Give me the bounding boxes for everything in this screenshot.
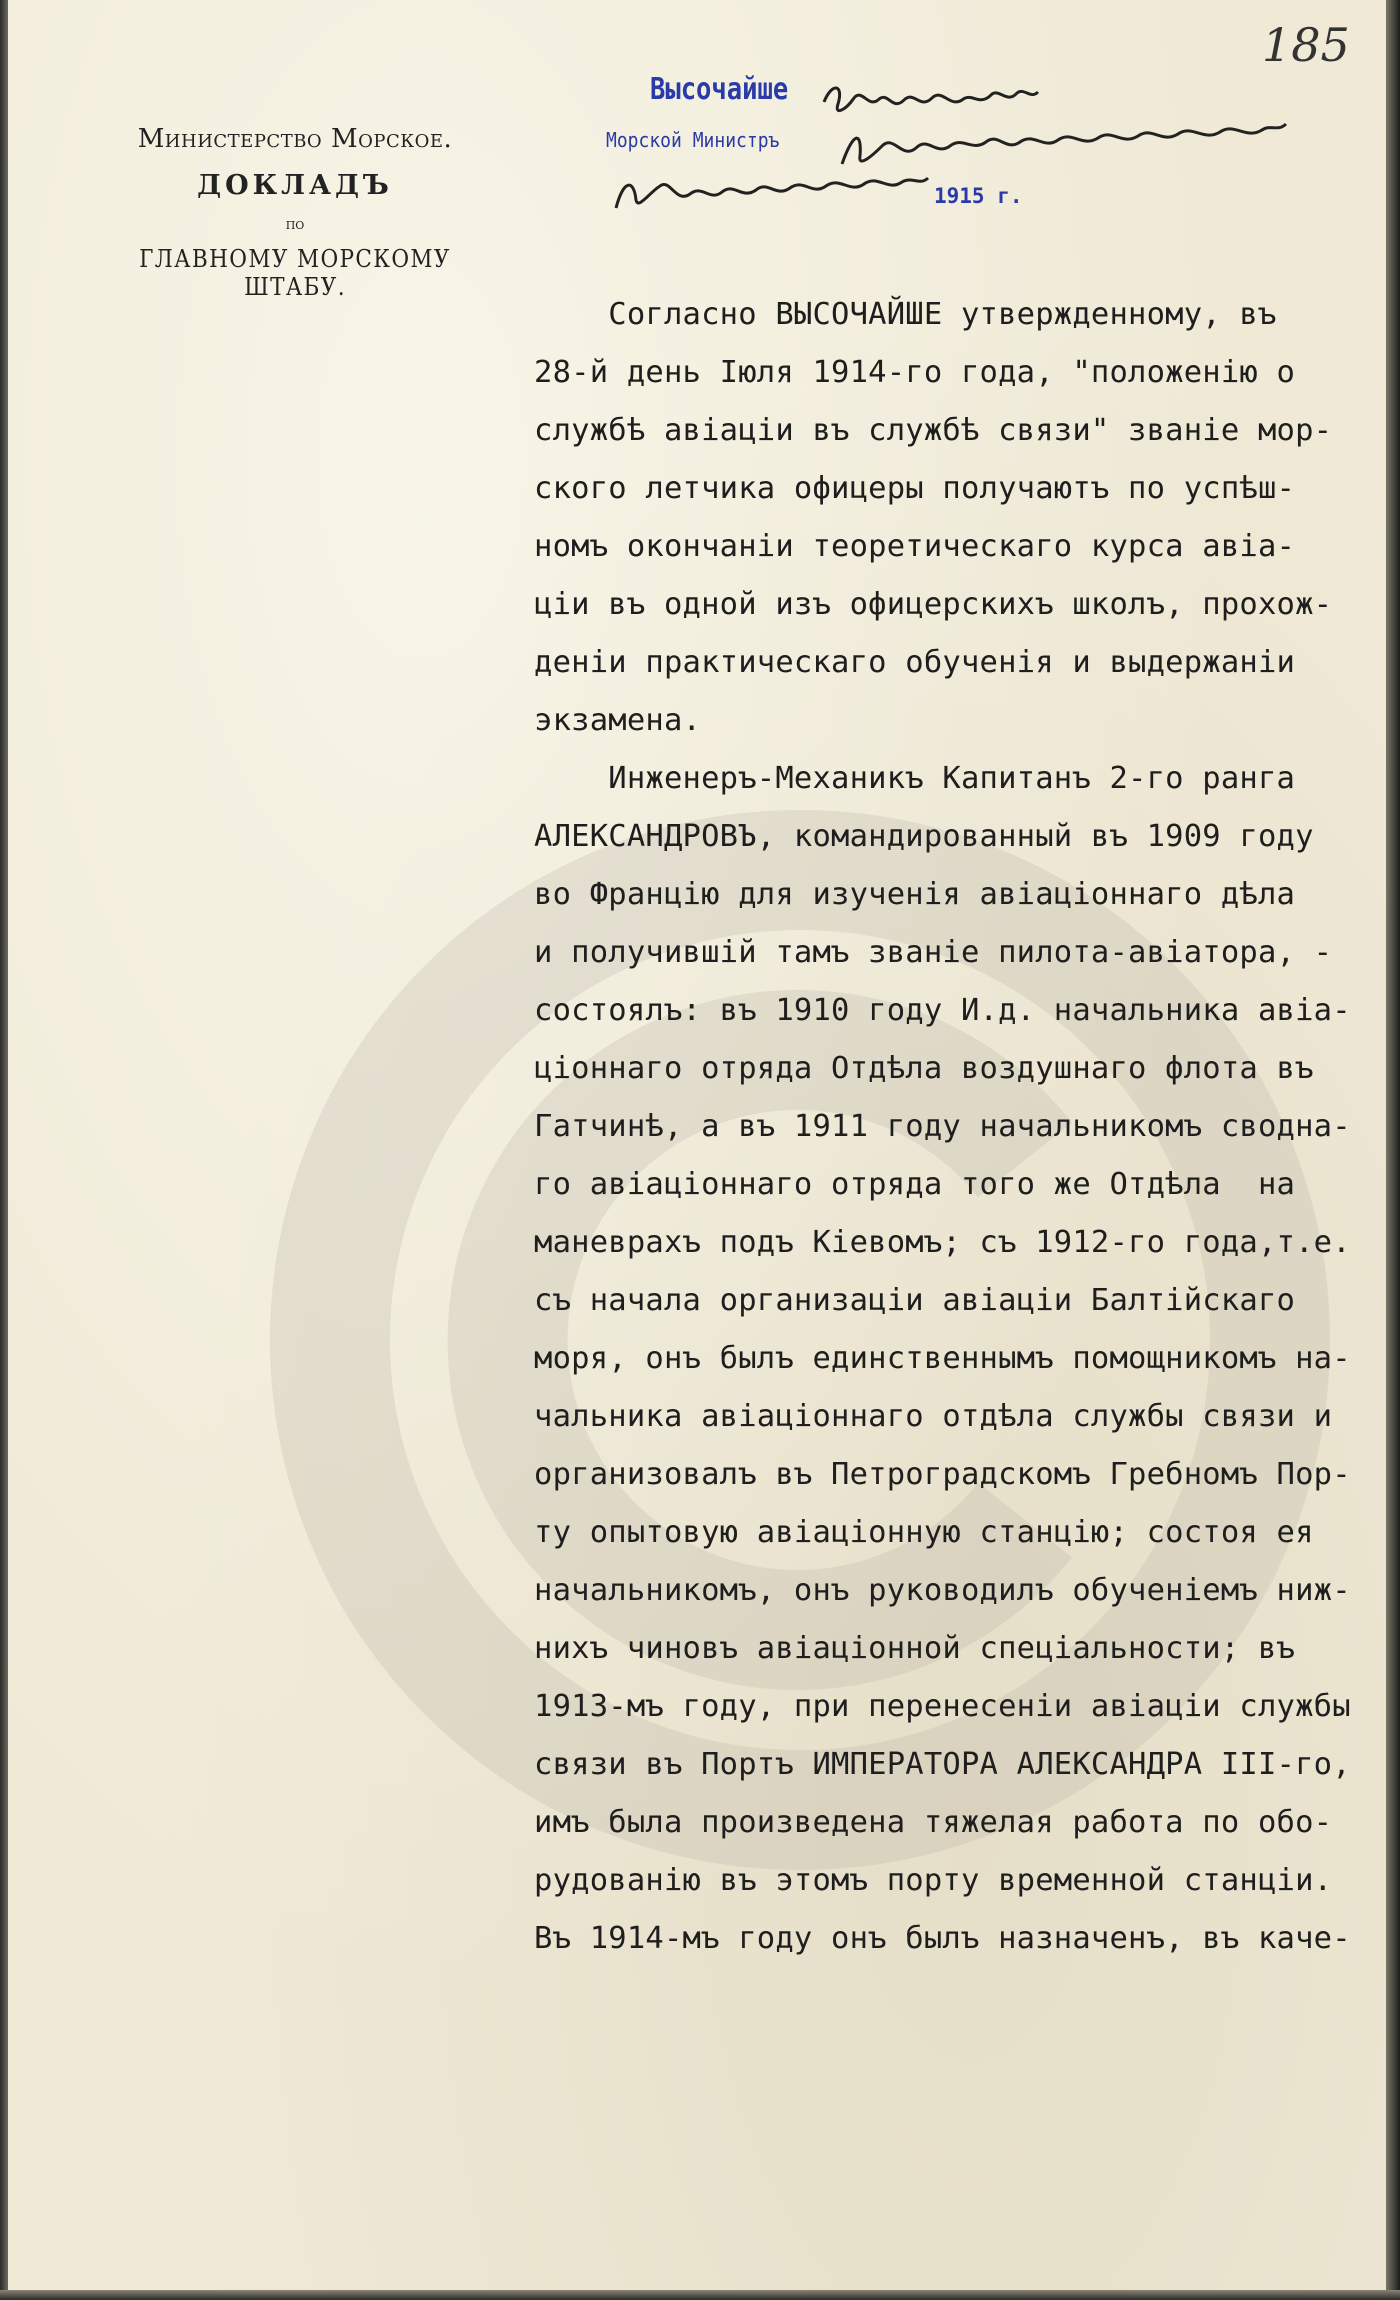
body-line: Согласно ВЫСОЧАЙШЕ утвержденному, въ — [534, 297, 1277, 332]
body-line: Гатчинѣ, а въ 1911 году начальникомъ сводна- — [534, 1109, 1351, 1144]
body-line: цiоннаго отряда Отдѣла воздушнаго флота въ — [534, 1051, 1314, 1086]
body-line: чальника авiацiоннаго отдѣла службы связи и — [534, 1399, 1333, 1434]
approval-stamp — [606, 60, 1326, 220]
stamp-year-text: 1915 г. — [934, 184, 1023, 208]
body-line: номъ окончанiи теоретическаго курса авiа- — [534, 529, 1296, 564]
stamp-approved-text: Высочайше — [650, 72, 789, 107]
body-line: ского летчика офицеры получаютъ по успѣш- — [534, 471, 1296, 506]
scan-edge-bottom — [0, 2290, 1400, 2300]
staff-name: ГЛАВНОМУ МОРСКОМУ ШТАБУ. — [139, 245, 451, 301]
body-line: АЛЕКСАНДРОВЪ, командированный въ 1909 году — [534, 819, 1314, 854]
body-line: 28-й день Iюля 1914-го года, "положенiю о — [534, 355, 1296, 390]
body-line: го авiацiоннаго отряда того же Отдѣла на — [534, 1167, 1296, 1202]
stamp-ministry-text: Морской Министръ — [606, 128, 780, 152]
body-line: во Францiю для изученiя авiацiоннаго дѣла — [534, 877, 1296, 912]
report-body — [534, 286, 1386, 1968]
body-line: Въ 1914-мъ году онъ былъ назначенъ, въ каче- — [534, 1921, 1351, 1956]
body-line: денiи практическаго обученiя и выдержанiи — [534, 645, 1296, 680]
report-title: ДОКЛАДЪ — [197, 170, 393, 201]
scan-edge-right — [1386, 0, 1400, 2300]
body-line: экзамена. — [534, 703, 702, 738]
body-line: рудованiю въ этомъ порту временной станцiи. — [534, 1863, 1333, 1898]
body-line: Инженеръ-Механикъ Капитанъ 2-го ранга — [534, 761, 1296, 796]
body-line: имъ была произведена тяжелая работа по обо- — [534, 1805, 1333, 1840]
body-line: 1913-мъ году, при перенесенiи авiацiи службы — [534, 1689, 1351, 1724]
body-line: моря, онъ былъ единственнымъ помощникомъ на- — [534, 1341, 1351, 1376]
body-line: цiи въ одной изъ офицерскихъ школъ, прохож- — [534, 587, 1333, 622]
body-line: ту опытовую авiацiонную станцiю; состоя ея — [534, 1515, 1314, 1550]
body-line: организовалъ въ Петроградскомъ Гребномъ Пор- — [534, 1457, 1351, 1492]
body-line: съ начала организацiи авiацiи Балтiйскаго — [534, 1283, 1296, 1318]
body-line: начальникомъ, онъ руководилъ обученiемъ ниж- — [534, 1573, 1351, 1608]
body-line: нихъ чиновъ авiацiонной спецiальности; въ — [534, 1631, 1296, 1666]
ministry-name: Министерство Морское. — [137, 124, 453, 154]
body-line: состоялъ: въ 1910 году И.д. начальника авiа- — [534, 993, 1351, 1028]
body-line: и получившiй тамъ званiе пилота-авiатора, - — [534, 935, 1333, 970]
folio-number: 185 — [1262, 18, 1350, 72]
scan-edge-left — [0, 0, 8, 2300]
document-header — [70, 124, 520, 301]
body-line: службѣ авiацiи въ службѣ связи" званiе мор- — [534, 413, 1333, 448]
body-line: связи въ Портъ ИМПЕРАТОРА АЛЕКСАНДРА III-го, — [534, 1747, 1351, 1782]
report-preposition: по — [285, 215, 305, 233]
body-line: маневрахъ подъ Кiевомъ; съ 1912-го года,т.е. — [534, 1225, 1351, 1260]
